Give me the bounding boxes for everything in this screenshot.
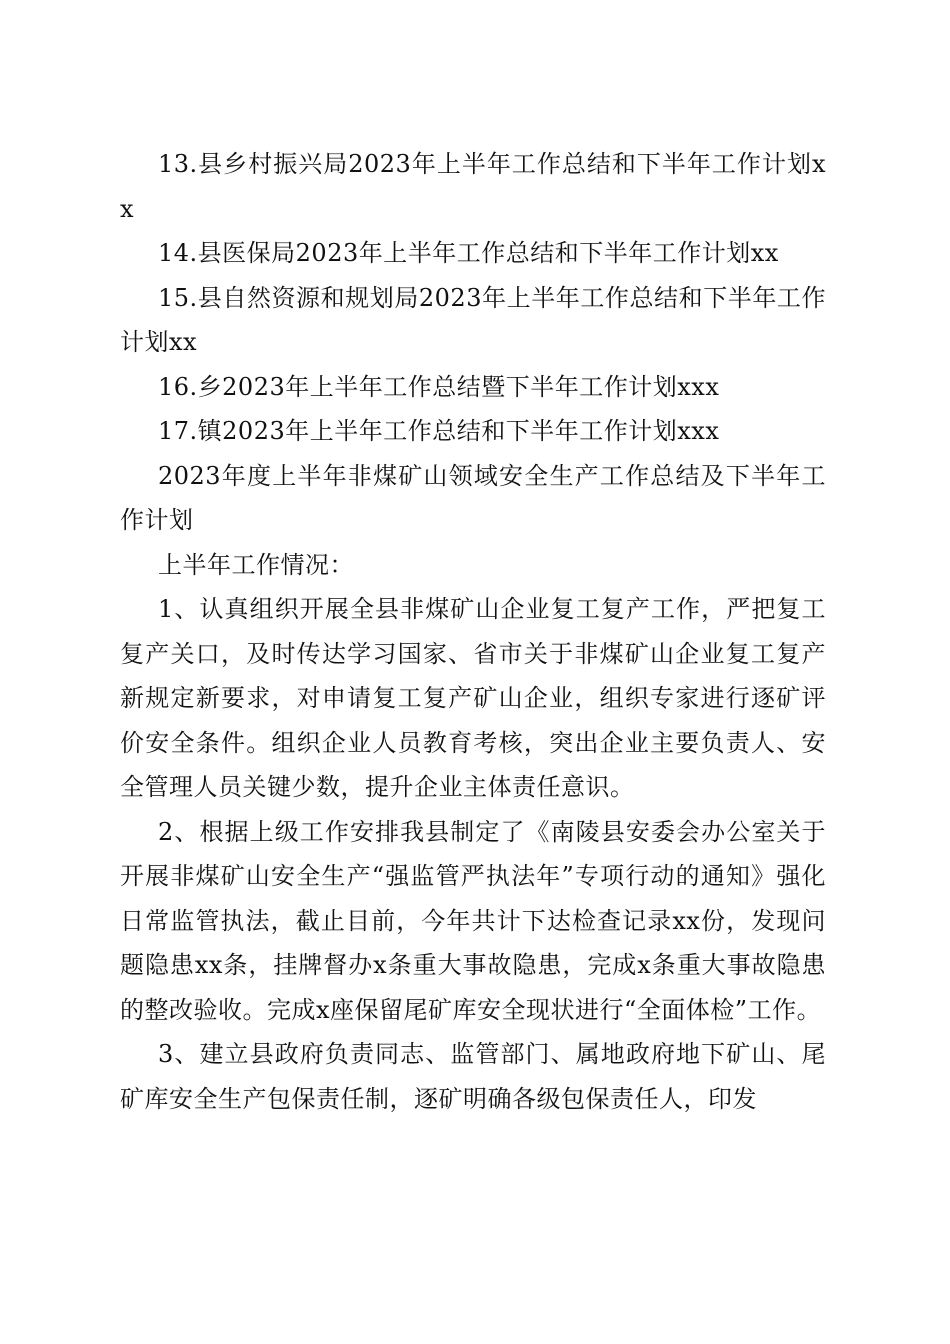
document-title: 2023年度上半年非煤矿山领域安全生产工作总结及下半年工作计划 <box>120 461 826 534</box>
list-item-17: 17.镇2023年上半年工作总结和下半年工作计划xxx <box>158 417 720 445</box>
list-item-14: 14.县医保局2023年上半年工作总结和下半年工作计划xx <box>158 239 779 267</box>
list-item-13: 13.县乡村振兴局2023年上半年工作总结和下半年工作计划xx <box>120 150 826 223</box>
paragraph-1: 1、认真组织开展全县非煤矿山企业复工复产工作，严把复工复产关口，及时传达学习国家、省市关于非煤矿山企业复工复产新规定新要求，对申请复工复产矿山企业，组织专家进行逐矿评价安全条件。组织企业人员教育考核，突出企业主要负责人、安全管理人员关键少数，提升企业主体责任意识。 <box>120 595 826 801</box>
section-heading: 上半年工作情况： <box>158 550 354 579</box>
paragraph-2: 2、根据上级工作安排我县制定了《南陵县安委会办公室关于开展非煤矿山安全生产“强监管严执法年”专项行动的通知》强化日常监管执法，截止目前，今年共计下达检查记录xx份，发现问题隐患xx条，挂牌督办x条重大事故隐患，完成x条重大事故隐患的整改验收。完成x座保留尾矿库安全现状进行“全面体检”工作。 <box>120 817 826 1024</box>
paragraph-3: 3、建立县政府负责同志、监管部门、属地政府地下矿山、尾矿库安全生产包保责任制，逐矿明确各级包保责任人，印发 <box>120 1040 826 1113</box>
document-body <box>120 142 826 1121</box>
list-item-15: 15.县自然资源和规划局2023年上半年工作总结和下半年工作计划xx <box>120 283 826 356</box>
list-item-16: 16.乡2023年上半年工作总结暨下半年工作计划xxx <box>158 372 720 401</box>
